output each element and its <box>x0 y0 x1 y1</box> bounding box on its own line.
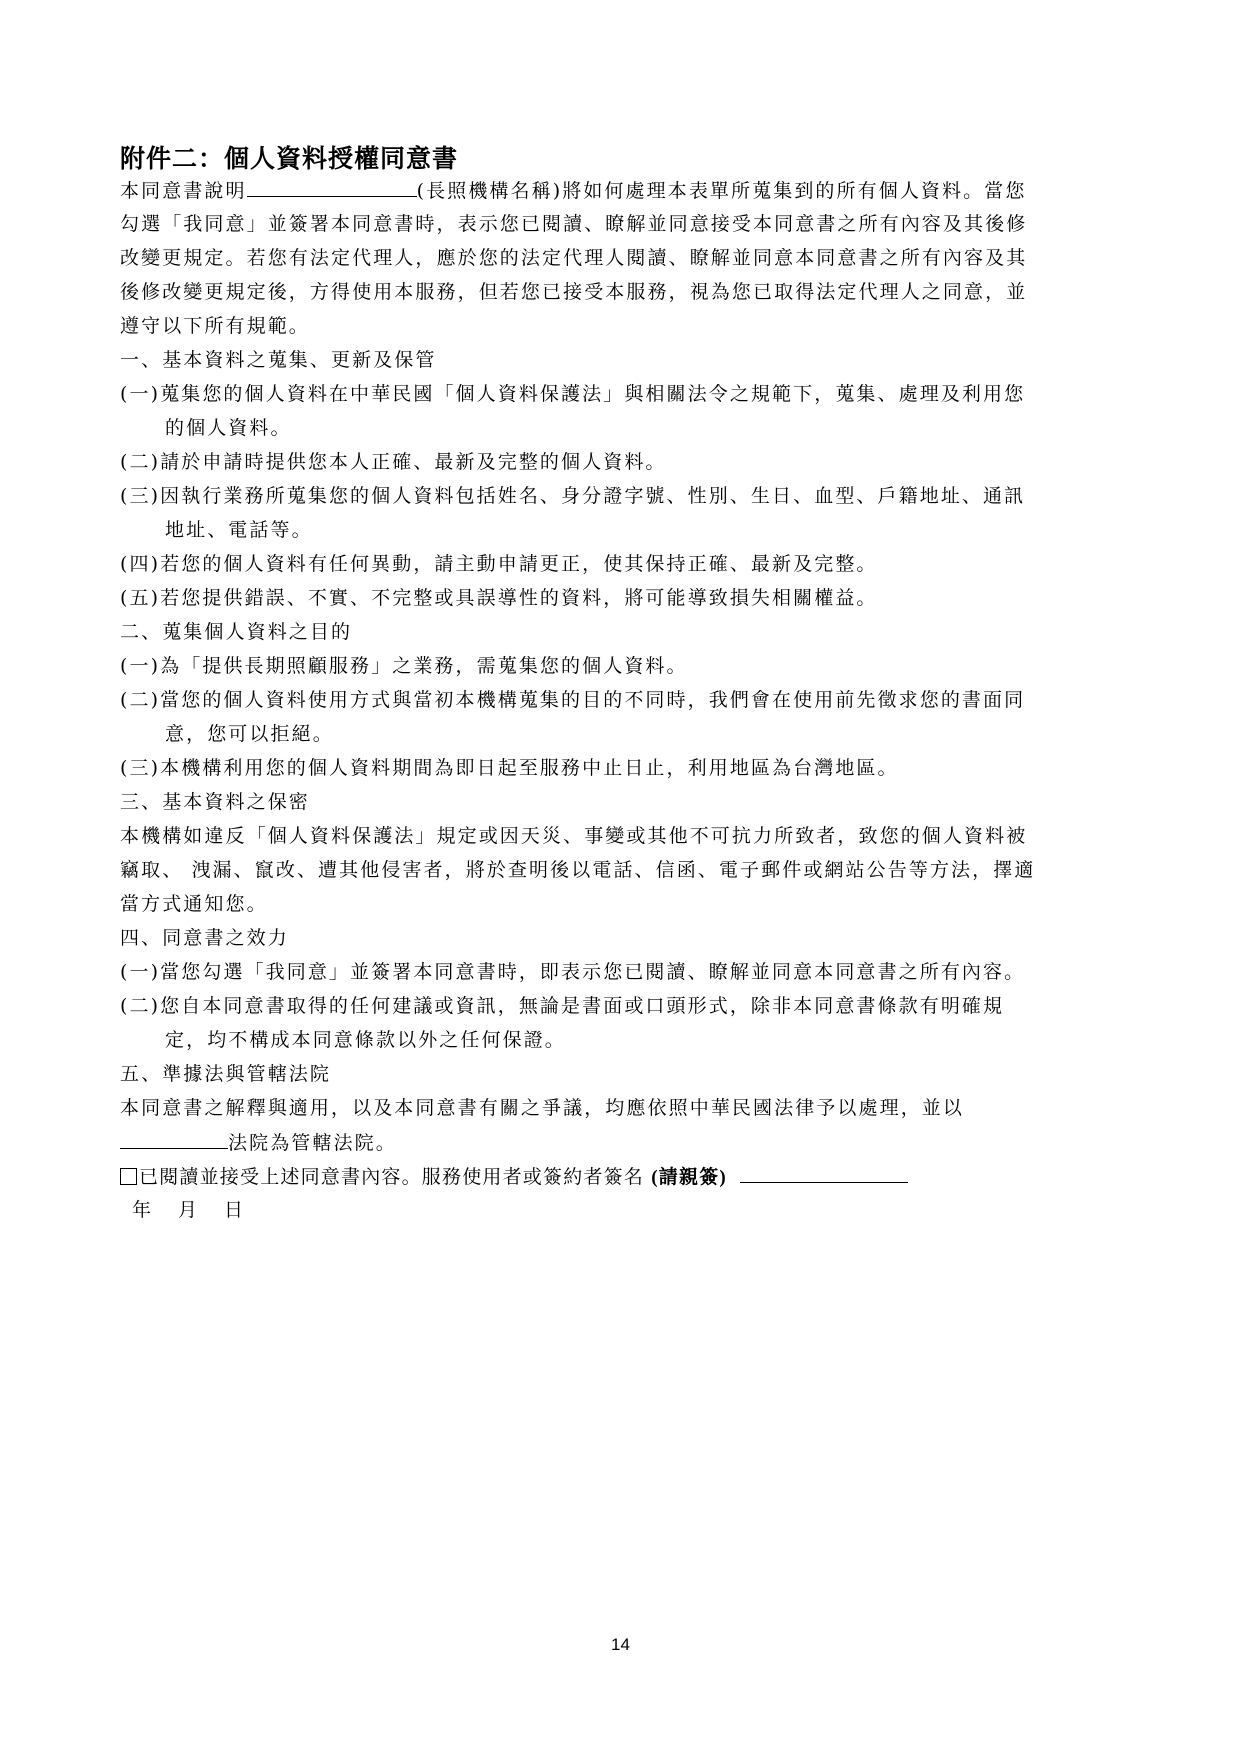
list-item: (一)為「提供長期照顧服務」之業務，需蒐集您的個人資料。 <box>120 655 688 677</box>
list-item: (三)因執行業務所蒐集您的個人資料包括姓名、身分證字號、性別、生日、血型、戶籍地址、通訊 <box>120 485 1026 507</box>
signature-blank[interactable] <box>740 1164 908 1183</box>
intro-text: 本同意書說明 <box>120 180 247 202</box>
date-line: 年 月 日 <box>132 1199 248 1221</box>
paragraph-line: 本同意書之解釋與適用，以及本同意書有關之爭議，均應依照中華民國法律予以處理，並以 <box>120 1097 965 1119</box>
paragraph-line: 本機構如違反「個人資料保護法」規定或因天災、事變或其他不可抗力所致者，致您的個人資料被 <box>120 825 1028 847</box>
page-title: 附件二：個人資料授權同意書 <box>120 144 459 173</box>
paragraph-line: 當方式通知您。 <box>120 893 268 915</box>
list-item-continuation: 定，均不構成本同意條款以外之任何保證。 <box>165 1029 566 1051</box>
section-heading: 二、蒐集個人資料之目的 <box>120 621 353 643</box>
list-item: (一)蒐集您的個人資料在中華民國「個人資料保護法」與相關法令之規範下，蒐集、處理及利用您 <box>120 383 1026 405</box>
section-heading: 一、基本資料之蒐集、更新及保管 <box>120 349 437 371</box>
consent-line <box>120 1164 908 1190</box>
intro-line-5: 遵守以下所有規範。 <box>120 315 310 337</box>
intro-line-1 <box>120 178 1026 203</box>
intro-line-2: 勾選「我同意」並簽署本同意書時，表示您已閱讀、瞭解並同意接受本同意書之所有內容及其後修 <box>120 213 1028 235</box>
section-heading: 四、同意書之效力 <box>120 927 289 949</box>
paragraph-line <box>120 1130 397 1155</box>
list-item: (一)當您勾選「我同意」並簽署本同意書時，即表示您已閱讀、瞭解並同意本同意書之所有內容。 <box>120 961 1026 983</box>
list-item: (三)本機構利用您的個人資料期間為即日起至服務中止日止，利用地區為台灣地區。 <box>120 757 899 779</box>
list-item: (二)您自本同意書取得的任何建議或資訊，無論是書面或口頭形式，除非本同意書條款有明確規 <box>120 995 1005 1017</box>
paragraph-text: 法院為管轄法院。 <box>228 1132 397 1154</box>
section-heading: 五、準據法與管轄法院 <box>120 1063 332 1085</box>
court-name-blank[interactable] <box>120 1130 228 1149</box>
section-heading: 三、基本資料之保密 <box>120 791 310 813</box>
list-item-continuation: 的個人資料。 <box>165 417 292 439</box>
consent-checkbox[interactable] <box>120 1168 137 1185</box>
intro-line-3: 改變更規定。若您有法定代理人，應於您的法定代理人閱讀、瞭解並同意本同意書之所有內容及其 <box>120 247 1028 269</box>
intro-text: (長照機構名稱)將如何處理本表單所蒐集到的所有個人資料。當您 <box>416 180 1027 202</box>
intro-line-4: 後修改變更規定後，方得使用本服務，但若您已接受本服務，視為您已取得法定代理人之同意，並 <box>120 281 1028 303</box>
list-item-continuation: 意，您可以拒絕。 <box>165 723 334 745</box>
consent-text: 已閱讀並接受上述同意書內容。服務使用者或簽約者簽名 <box>139 1166 645 1188</box>
paragraph-line: 竊取、 洩漏、竄改、遭其他侵害者，將於查明後以電話、信函、電子郵件或網站公告等方法，擇適 <box>120 859 1036 881</box>
list-item: (二)請於申請時提供您本人正確、最新及完整的個人資料。 <box>120 451 667 473</box>
list-item-continuation: 地址、電話等。 <box>165 519 313 541</box>
list-item: (四)若您的個人資料有任何異動，請主動申請更正，使其保持正確、最新及完整。 <box>120 553 878 575</box>
list-item: (五)若您提供錯誤、不實、不完整或具誤導性的資料，將可能導致損失相關權益。 <box>120 587 878 609</box>
page-number: 14 <box>611 1635 630 1654</box>
consent-note: (請親簽) <box>651 1167 727 1188</box>
list-item: (二)當您的個人資料使用方式與當初本機構蒐集的目的不同時，我們會在使用前先徵求您的書面同 <box>120 689 1026 711</box>
institution-name-blank[interactable] <box>247 178 417 197</box>
